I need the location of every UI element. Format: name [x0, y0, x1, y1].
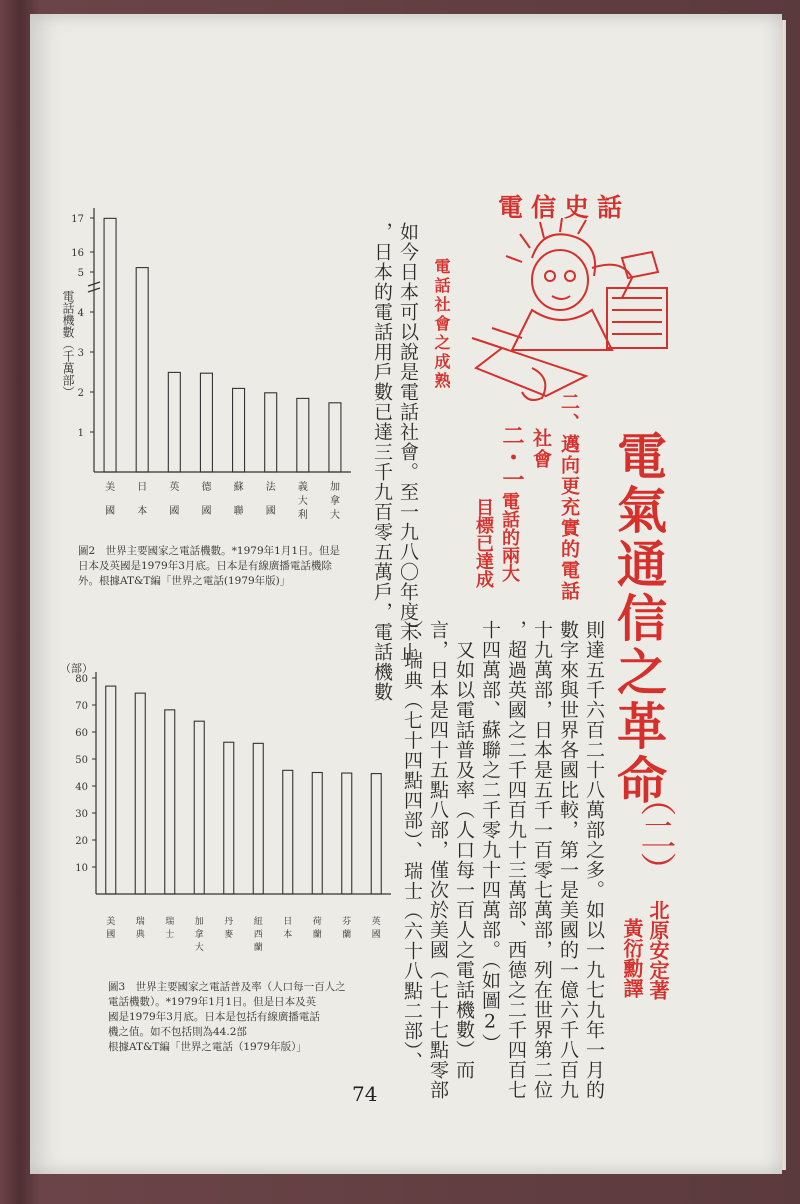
chart1-category-label: 大	[329, 510, 340, 520]
body-column-2: 數字來與世界各國比較，第一是美國的一億六千八百九	[557, 620, 579, 1100]
chart2-bar	[312, 773, 322, 895]
chart2-category-label: 美	[106, 917, 116, 927]
chart1-y-tick-label: 5	[77, 268, 84, 279]
section-title-line-2: 社會	[530, 428, 552, 470]
chart2-category-label: 瑞	[165, 917, 175, 927]
chart2-category-label: 丹	[224, 917, 234, 927]
chart2-bar	[194, 721, 204, 894]
chart2-bar	[165, 710, 175, 894]
chart1-category-label: 國	[265, 506, 276, 517]
subsection-title-line-1: 電話的兩大	[499, 492, 520, 582]
chart2-y-tick-label: 50	[75, 755, 88, 766]
figure3-caption-line-4: 機之值。如不包括則為44.2部	[108, 1026, 247, 1038]
body-column-6: 又如以電話普及率（人口每一百人之電話機數）而	[453, 640, 475, 1080]
body-column-3: 十九萬部，日本是五千一百零七萬部，列在世界第二位	[531, 620, 553, 1100]
chart2-category-label: 西	[253, 930, 263, 940]
chart1-y-axis-label: 電話機數（千萬部）	[61, 290, 75, 398]
chart1-y-tick-label: 16	[71, 248, 84, 259]
page-number: 74	[352, 1082, 378, 1106]
author-credit: 北原安定著	[646, 900, 670, 1000]
chart1-category-label: 利	[297, 510, 308, 520]
chart2-y-tick-label: 40	[75, 782, 88, 793]
figure3-caption	[108, 980, 368, 1055]
chart2-y-axis-label: （部）	[60, 662, 93, 675]
left-column-2: ，日本的電話用戶數已達三千九百零五萬戶，電話機數	[371, 222, 393, 702]
chart1-category-label: 國	[201, 506, 212, 517]
chart2-category-label: 麥	[224, 930, 234, 940]
chart2-category-label: 芬	[342, 917, 352, 927]
chart-telephone-penetration	[56, 656, 396, 966]
chart2-bar	[371, 774, 381, 894]
chart2-category-label: 國	[371, 930, 381, 940]
figure3-caption-line-2: 電話機數）。*1979年1月1日。但是日本及英	[108, 996, 317, 1008]
chart2-category-label: 荷	[312, 917, 322, 927]
chart2-category-label: 蘭	[342, 930, 352, 940]
article-part-number: （二）	[635, 780, 676, 888]
chart1-category-label: 美	[105, 482, 116, 493]
figure3-caption-line-1: 圖3 世界主要國家之電話普及率（人口每一百人之	[108, 981, 346, 993]
chart1-category-label: 日	[137, 482, 148, 493]
left-column-1: 如今日本可以說是電話社會。至一九八〇年度末止	[397, 222, 419, 662]
chart2-category-label: 瑞	[135, 917, 145, 927]
telephone-operator-illustration	[462, 218, 682, 408]
subsection-number: 二・一	[499, 424, 524, 490]
chart1-y-tick-label: 2	[77, 388, 84, 399]
chart2-y-tick-label: 70	[75, 701, 88, 712]
chart2-category-label: 國	[106, 930, 116, 940]
chart2-category-label: 蘭	[253, 943, 263, 953]
chart2-bar	[283, 770, 293, 894]
chart2-category-label: 日	[283, 917, 293, 927]
body-column-8: ）、瑞典（七十四點四部）、瑞士（六十八點二部）、	[401, 620, 423, 1072]
chart1-category-label: 加	[329, 482, 340, 493]
article-title: 電氣通信之革命	[609, 430, 667, 808]
chart-telephones-by-country	[56, 200, 356, 520]
chart1-category-label: 拿	[329, 496, 340, 507]
body-column-7: 言，日本是四十五點八部，僅次於美國（七十七點零部	[427, 620, 449, 1100]
chart1-bar	[136, 268, 148, 472]
section-title-line-1: 二、邁向更充實的電話	[558, 392, 580, 602]
chart2-bar	[342, 773, 352, 894]
chart2-bar	[106, 686, 116, 894]
chart1-category-label: 本	[137, 506, 148, 517]
chart2-bar	[224, 742, 234, 894]
chart1-y-tick-label: 17	[71, 214, 84, 225]
chart1-bar	[168, 372, 180, 472]
figure3-caption-line-3: 國是1979年3月底。日本是包括有線廣播電話	[108, 1011, 320, 1023]
chart2-y-tick-label: 80	[75, 674, 88, 685]
chart1-y-tick-label: 1	[77, 428, 84, 439]
chart1-bar	[104, 218, 116, 472]
chart2-category-label: 士	[165, 930, 175, 940]
chart1-bar	[329, 403, 341, 472]
chart1-bar	[200, 373, 212, 472]
chart2-category-label: 典	[135, 930, 145, 940]
chart2-bar	[135, 693, 145, 894]
chart2-category-label: 拿	[194, 930, 204, 940]
chart1-y-tick-label: 3	[77, 348, 84, 359]
figure2-caption: 圖2 世界主要國家之電話機數。*1979年1月1日。但是日本及英國是1979年3月底。日本是有線廣播電話機除外。根據AT&T編「世界之電話(1979年版)」	[78, 545, 341, 587]
chart2-y-tick-label: 20	[75, 836, 88, 847]
chart2-y-tick-label: 60	[75, 728, 88, 739]
chart1-category-label: 大	[297, 496, 308, 507]
series-title: 電信史話	[498, 193, 631, 222]
subsection-title-line-2: 目標已達成	[473, 498, 494, 588]
chart1-category-label: 聯	[233, 506, 244, 517]
chart2-category-label: 紐	[253, 917, 263, 927]
chart1-category-label: 蘇	[233, 482, 244, 493]
chart1-y-tick-label: 4	[77, 308, 84, 319]
chart2-category-label: 英	[371, 917, 381, 927]
side-title: 電話社會之成熟	[432, 258, 451, 391]
chart1-category-label: 國	[105, 506, 116, 517]
body-column-4: ，超過英國之二千四百九十三萬部、西德之二千四百七	[505, 620, 527, 1100]
chart1-category-label: 德	[201, 482, 212, 493]
chart1-bar	[233, 388, 245, 472]
figure3-caption-line-5: 根據AT&T編「世界之電話（1979年版）」	[108, 1041, 307, 1053]
body-column-5: 十四萬部、蘇聯之二千零九十四萬部。（如圖2）	[479, 620, 501, 1054]
chart1-category-label: 法	[265, 482, 276, 493]
chart2-category-label: 加	[194, 917, 204, 927]
chart1-category-label: 國	[169, 506, 180, 517]
chart1-category-label: 義	[297, 482, 308, 493]
chart2-bar	[253, 743, 263, 894]
chart2-y-tick-label: 30	[75, 809, 88, 820]
chart2-category-label: 蘭	[312, 930, 322, 940]
chart2-category-label: 本	[283, 930, 293, 940]
translator-credit: 黃衍勳譯	[620, 918, 644, 998]
chart1-bar	[265, 393, 277, 472]
chart1-bar	[297, 398, 309, 472]
chart2-category-label: 大	[194, 943, 204, 953]
body-column-1: 則達五千六百二十八萬部之多。如以一九七九年一月的	[583, 620, 605, 1100]
chart1-category-label: 英	[169, 482, 180, 493]
chart2-y-tick-label: 10	[75, 863, 88, 874]
